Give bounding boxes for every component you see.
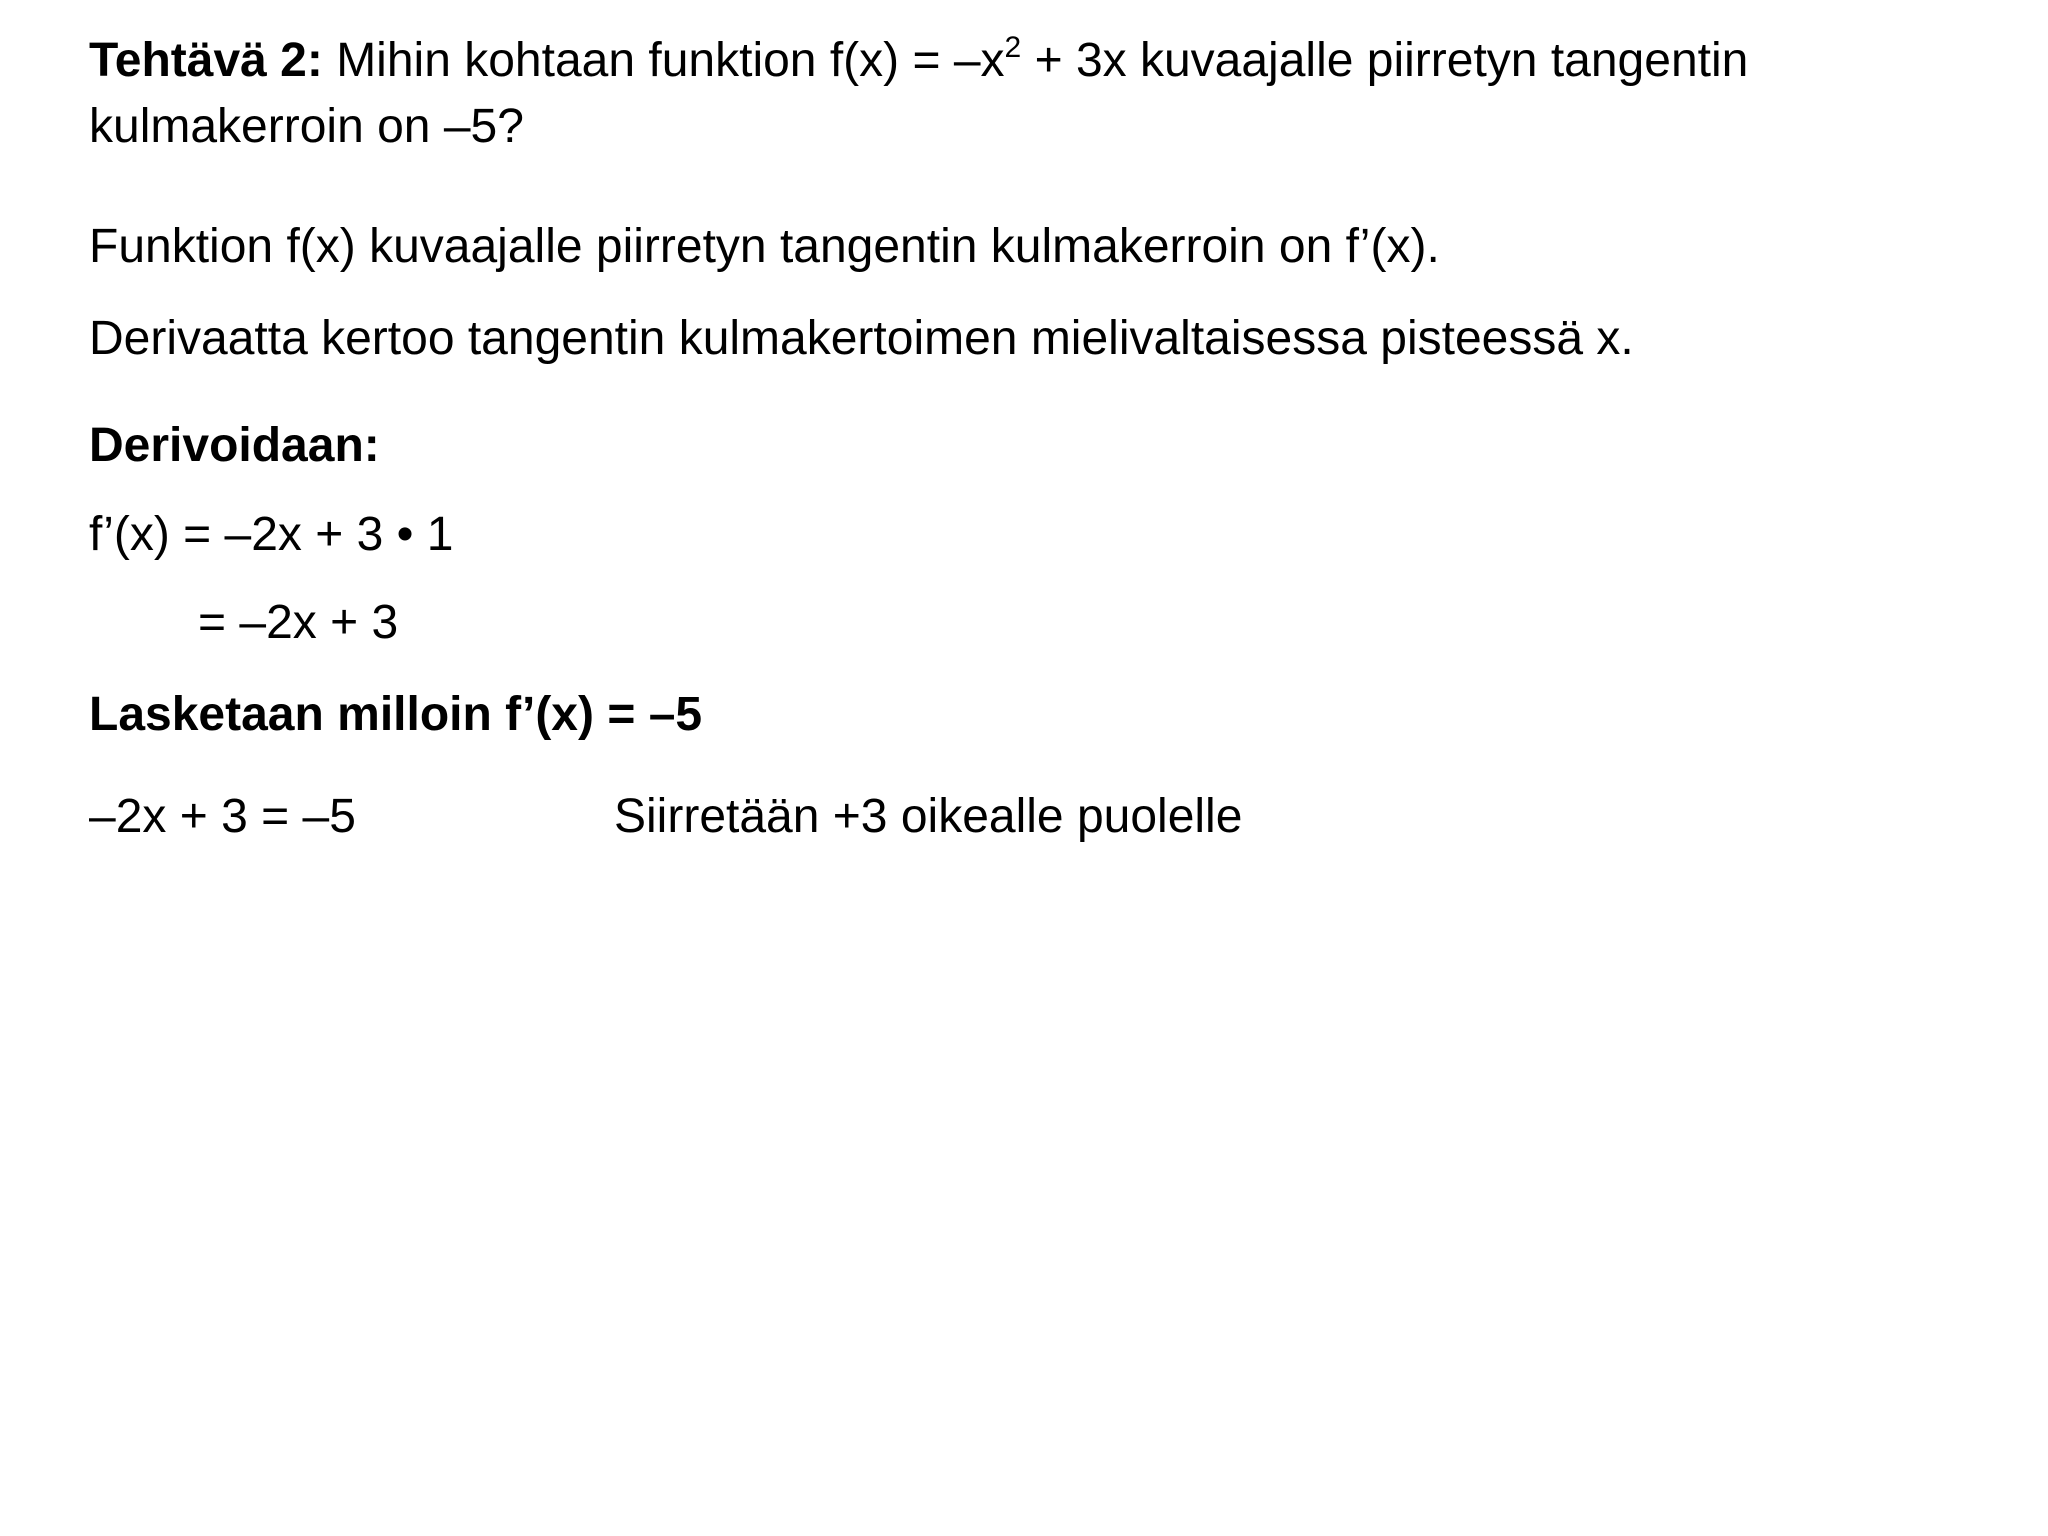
derivation-heading: Derivoidaan: (89, 419, 380, 472)
task-question-text: Mihin kohtaan funktion f(x) = –x (322, 34, 1005, 87)
explanation-line1: Funktion f(x) kuvaajalle piirretyn tangentin kulmakerroin on f’(x). (89, 220, 1440, 273)
solve-equation: –2x + 3 = –5 (89, 790, 356, 843)
exponent: 2 (1004, 31, 1022, 64)
task-question-line2: kulmakerroin on –5? (89, 100, 524, 153)
derivation-step1: f’(x) = –2x + 3 • 1 (89, 508, 454, 561)
solve-heading: Lasketaan milloin f’(x) = –5 (89, 688, 703, 741)
derivation-step2: = –2x + 3 (198, 596, 399, 649)
task-question (89, 28, 1748, 94)
task-label: Tehtävä 2: (89, 34, 323, 87)
solve-comment: Siirretään +3 oikealle puolelle (614, 790, 1243, 843)
explanation-line2: Derivaatta kertoo tangentin kulmakertoimen mielivaltaisessa pisteessä x. (89, 312, 1634, 365)
task-question-text-rest: + 3x kuvaajalle piirretyn tangentin (1021, 34, 1749, 87)
